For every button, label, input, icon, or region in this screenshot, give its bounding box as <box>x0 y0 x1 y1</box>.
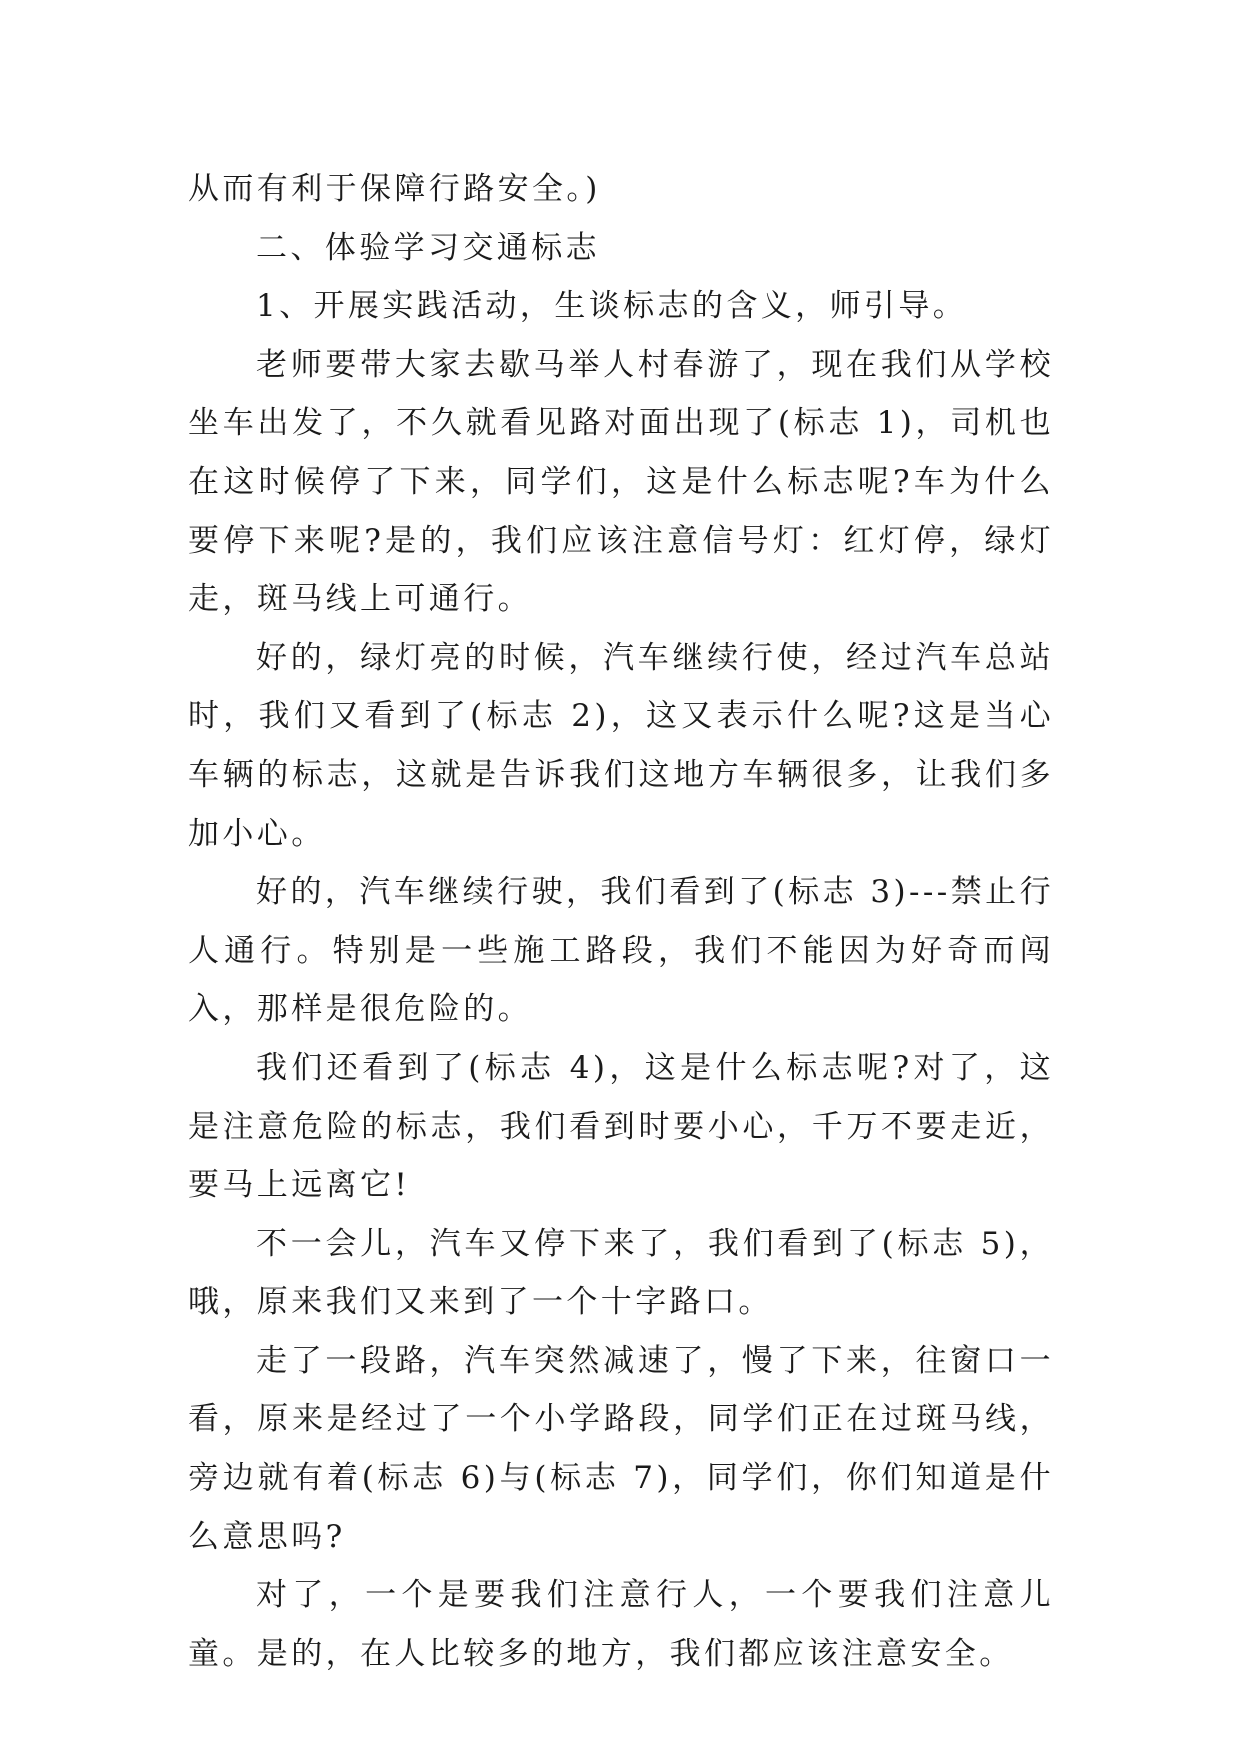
paragraph-sign-2: 好的，绿灯亮的时候，汽车继续行使，经过汽车总站时，我们又看到了(标志 2)，这又表示什么呢?这是当心车辆的标志，这就是告诉我们这地方车辆很多，让我们多加小心。 <box>188 639 1054 852</box>
paragraph-conclusion: 对了，一个是要我们注意行人，一个要我们注意儿童。是的，在人比较多的地方，我们都应该注意安全。 <box>188 1577 1054 1672</box>
subsection-heading: 1、开展实践活动，生谈标志的含义，师引导。 <box>256 288 968 325</box>
paragraph-continuation: 从而有利于保障行路安全。) <box>188 171 601 207</box>
document-body <box>188 160 1054 1683</box>
paragraph-sign-3: 好的，汽车继续行驶，我们看到了(标志 3)---禁止行人通行。特别是一些施工路段，我们不能因为好奇而闯入，那样是很危险的。 <box>188 874 1054 1028</box>
paragraph-sign-4: 我们还看到了(标志 4)，这是什么标志呢?对了，这是注意危险的标志，我们看到时要小心，千万不要走近，要马上远离它! <box>188 1049 1054 1204</box>
paragraph-sign-6-7: 走了一段路，汽车突然减速了，慢了下来，往窗口一看，原来是经过了一个小学路段，同学们正在过斑马线，旁边就有着(标志 6)与(标志 7)，同学们，你们知道是什么意思吗? <box>188 1342 1054 1555</box>
paragraph-sign-1: 老师要带大家去歇马举人村春游了，现在我们从学校坐车出发了，不久就看见路对面出现了(标志 1)，司机也在这时候停了下来，同学们，这是什么标志呢?车为什么要停下来呢?是的，我们应该注意信号灯：红灯停，绿灯走，斑马线上可通行。 <box>188 346 1054 618</box>
section-heading: 二、体验学习交通标志 <box>256 229 600 266</box>
paragraph-sign-5: 不一会儿，汽车又停下来了，我们看到了(标志 5)，哦，原来我们又来到了一个十字路口。 <box>188 1225 1054 1321</box>
